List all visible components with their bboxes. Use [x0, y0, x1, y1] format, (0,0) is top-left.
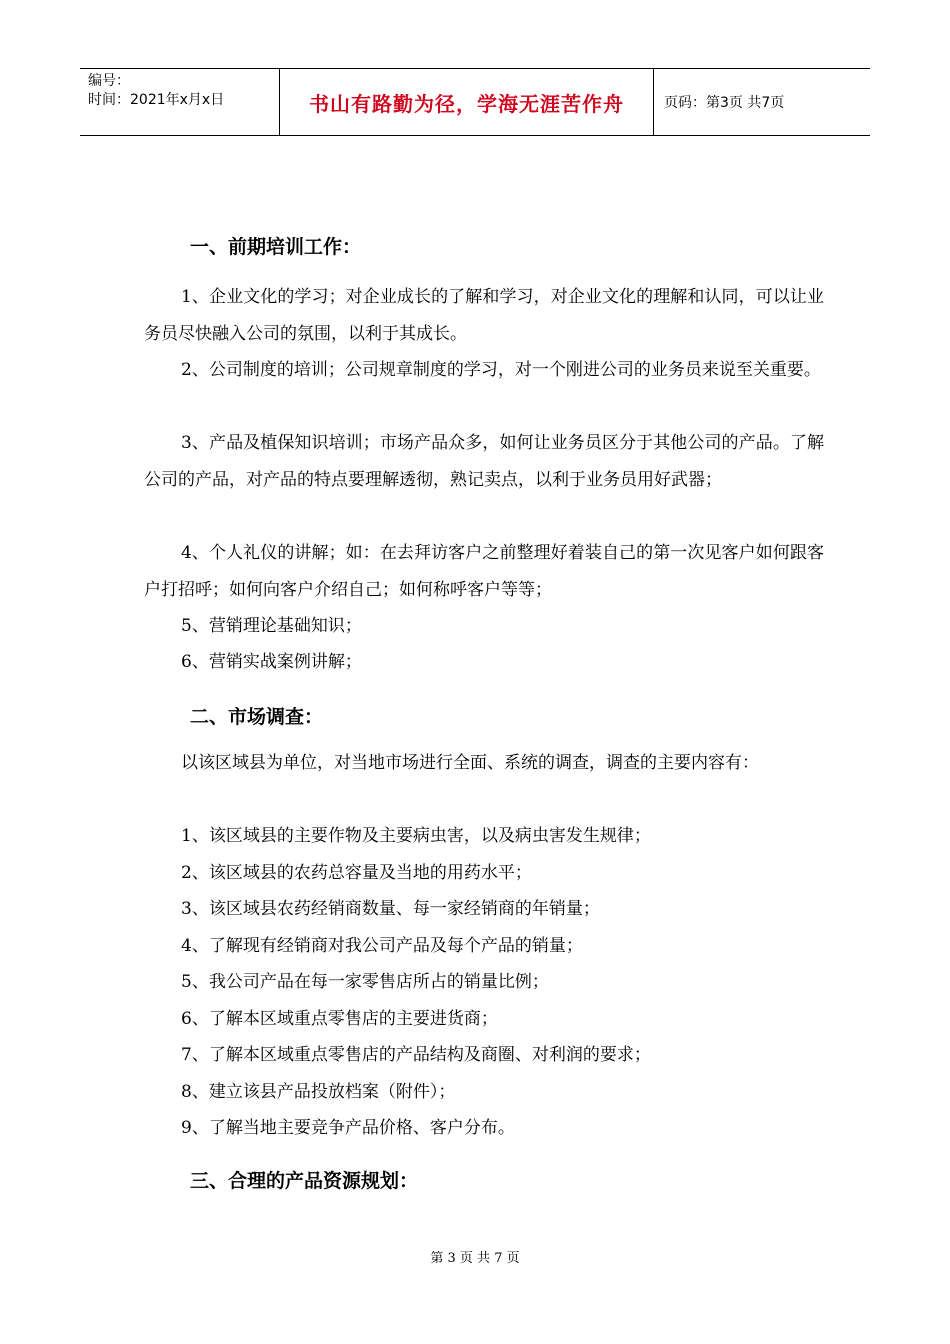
header-page-info: 页码：第3页 共7页 [664, 95, 785, 111]
document-time-label: 时间：2021年x月x日 [88, 92, 225, 108]
paragraph: 9、了解当地主要竞争产品价格、客户分布。 [181, 1118, 515, 1138]
paragraph: 8、建立该县产品投放档案（附件）； [181, 1082, 456, 1102]
page-footer: 第 3 页 共 7 页 [430, 1251, 520, 1266]
header-motto: 书山有路勤为径，学海无涯苦作舟 [280, 69, 654, 135]
header-meta [80, 69, 280, 135]
paragraph: 2、公司制度的培训；公司规章制度的学习，对一个刚进公司的业务员来说至关重要。 [181, 360, 821, 380]
paragraph: 1、该区域县的主要作物及主要病虫害，以及病虫害发生规律； [181, 826, 651, 846]
paragraph: 4、个人礼仪的讲解；如：在去拜访客户之前整理好着装自己的第一次见客户如何跟客户打招呼；如何向客户介绍自己；如何称呼客户等等； [144, 543, 824, 600]
paragraph: 4、了解现有经销商对我公司产品及每个产品的销量； [181, 936, 583, 956]
paragraph: 5、我公司产品在每一家零售店所占的销量比例； [181, 972, 549, 992]
paragraph: 3、产品及植保知识培训；市场产品众多，如何让业务员区分于其他公司的产品。了解公司的产品，对产品的特点要理解透彻，熟记卖点，以利于业务员用好武器； [144, 433, 824, 490]
section-heading: 一、前期培训工作： [190, 236, 362, 258]
paragraph: 5、营销理论基础知识； [181, 616, 362, 636]
paragraph: 2、该区域县的农药总容量及当地的用药水平； [181, 863, 532, 883]
page-header [80, 68, 870, 136]
section-heading: 二、市场调查： [190, 706, 324, 728]
paragraph: 3、该区域县农药经销商数量、每一家经销商的年销量； [181, 899, 600, 919]
paragraph: 1、企业文化的学习；对企业成长的了解和学习，对企业文化的理解和认同，可以让业务员尽快融入公司的氛围，以利于其成长。 [144, 287, 824, 344]
section-heading: 三、合理的产品资源规划： [190, 1170, 419, 1192]
document-number-label: 编号： [88, 73, 130, 89]
paragraph: 6、营销实战案例讲解； [181, 652, 362, 672]
paragraph: 7、了解本区域重点零售店的产品结构及商圈、对利润的要求； [181, 1045, 651, 1065]
paragraph: 以该区域县为单位，对当地市场进行全面、系统的调查，调查的主要内容有： [181, 753, 759, 773]
paragraph: 6、了解本区域重点零售店的主要进货商； [181, 1009, 498, 1029]
